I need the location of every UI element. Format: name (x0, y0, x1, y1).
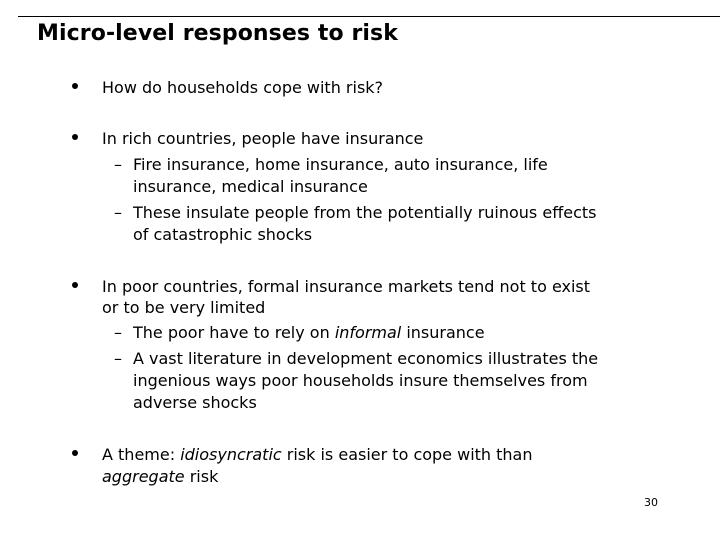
page-number: 30 (644, 496, 658, 509)
bullet-text: In rich countries, people have insurance (102, 129, 424, 148)
sub-bullet-dash: – (114, 349, 122, 368)
sub-bullet-dash: – (114, 203, 122, 222)
emphasis-text: idiosyncratic (180, 445, 282, 464)
text-run: The poor have to rely on (133, 323, 335, 342)
sub-bullet-text (133, 322, 485, 344)
bullet-dot (72, 83, 78, 89)
bullet-text: or to be very limited (102, 298, 266, 317)
bullet-text (102, 444, 533, 466)
sub-bullet-text: Fire insurance, home insurance, auto insurance, life (133, 155, 548, 174)
sub-bullet-text: of catastrophic shocks (133, 225, 313, 244)
bullet-dot (72, 450, 78, 456)
slide-title: Micro-level responses to risk (37, 21, 398, 46)
bullet-text: How do households cope with risk? (102, 78, 384, 97)
sub-bullet-text: A vast literature in development economics illustrates the (133, 349, 599, 368)
sub-bullet-dash: – (114, 323, 122, 342)
text-run: risk is easier to cope with than (281, 445, 533, 464)
top-rule (18, 16, 720, 17)
sub-bullet-text: insurance, medical insurance (133, 177, 368, 196)
text-run: risk (184, 467, 219, 486)
emphasis-text: aggregate (102, 467, 185, 486)
sub-bullet-text: These insulate people from the potentially ruinous effects (133, 203, 597, 222)
sub-bullet-dash: – (114, 155, 122, 174)
bullet-dot (72, 134, 78, 140)
emphasis-text: informal (334, 323, 402, 342)
bullet-dot (72, 282, 78, 288)
sub-bullet-text: ingenious ways poor households insure themselves from (133, 371, 588, 390)
bullet-text: In poor countries, formal insurance markets tend not to exist (102, 277, 591, 296)
bullet-text (102, 466, 218, 488)
sub-bullet-text: adverse shocks (133, 393, 257, 412)
text-run: A theme: (102, 445, 181, 464)
text-run: insurance (401, 323, 485, 342)
